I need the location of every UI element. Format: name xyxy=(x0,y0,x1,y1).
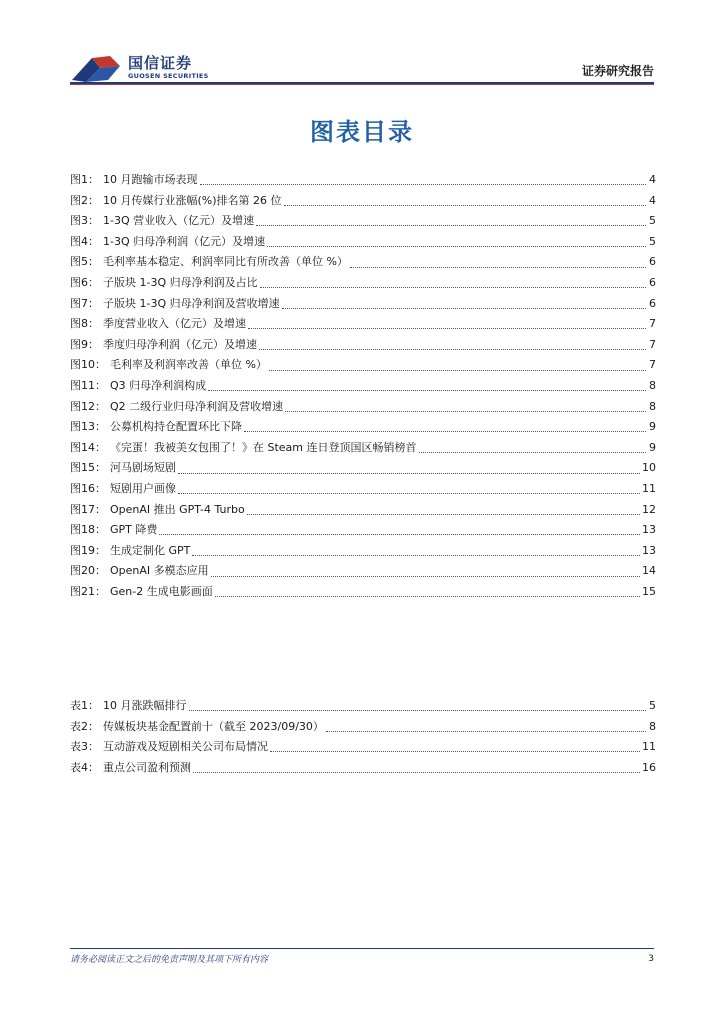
brand-name-cn: 国信证券 xyxy=(128,54,193,72)
toc-entry-label: 图2： xyxy=(70,193,99,207)
figure-list xyxy=(70,170,656,602)
figure-toc-row[interactable] xyxy=(70,479,656,500)
toc-entry-page: 11 xyxy=(642,481,656,495)
toc-entry-page: 10 xyxy=(642,461,656,475)
footer-page-number: 3 xyxy=(648,954,654,964)
figure-toc-row[interactable] xyxy=(70,314,656,335)
toc-entry-page: 5 xyxy=(649,699,656,712)
toc-entry-title: 10 月跑输市场表现 xyxy=(103,173,198,186)
figure-toc-row[interactable] xyxy=(70,355,656,376)
figure-toc-row[interactable] xyxy=(70,191,656,212)
toc-entry-label: 图12： xyxy=(70,399,106,413)
figure-toc-row[interactable] xyxy=(70,335,656,356)
toc-entry-page: 13 xyxy=(642,543,656,557)
table-toc-row[interactable] xyxy=(70,717,656,738)
toc-entry-title: GPT 降费 xyxy=(110,523,158,537)
figure-toc-row[interactable] xyxy=(70,232,656,253)
toc-entry-title: 子版块 1-3Q 归母净利润及占比 xyxy=(103,275,258,289)
toc-entry-label: 图20： xyxy=(70,564,106,578)
toc-entry-title: OpenAI 多模态应用 xyxy=(110,564,209,578)
figure-toc-row[interactable] xyxy=(70,397,656,418)
toc-entry-page: 6 xyxy=(649,275,656,289)
toc-dot-leader xyxy=(419,451,646,453)
footer-divider xyxy=(70,948,654,949)
toc-entry-title: 10 月涨跌幅排行 xyxy=(103,699,187,712)
toc-entry-page: 7 xyxy=(649,358,656,372)
toc-entry-label: 图19： xyxy=(70,543,106,557)
toc-entry-page: 8 xyxy=(649,399,656,413)
toc-entry-label: 图14： xyxy=(70,440,106,454)
toc-dot-leader xyxy=(269,369,646,371)
toc-entry-page: 7 xyxy=(649,317,656,331)
toc-entry-page: 14 xyxy=(642,564,656,578)
figure-toc-row[interactable] xyxy=(70,294,656,315)
toc-entry-label: 图17： xyxy=(70,502,106,516)
toc-dot-leader xyxy=(260,286,646,288)
toc-entry-page: 13 xyxy=(642,523,656,537)
toc-entry-page: 5 xyxy=(649,234,656,248)
toc-dot-leader xyxy=(200,183,647,185)
toc-entry-label: 图9： xyxy=(70,337,99,351)
toc-entry-label: 图6： xyxy=(70,275,99,289)
toc-entry-page: 9 xyxy=(649,420,656,434)
toc-entry-page: 8 xyxy=(649,378,656,392)
brand-name-en: GUOSEN SECURITIES xyxy=(128,72,209,80)
toc-entry-page: 6 xyxy=(649,255,656,269)
toc-entry-page: 11 xyxy=(642,740,656,754)
toc-entry-title: 公募机构持仓配置环比下降 xyxy=(110,420,242,434)
figure-toc-row[interactable] xyxy=(70,273,656,294)
toc-entry-label: 图1： xyxy=(70,173,99,186)
toc-entry-label: 表2： xyxy=(70,719,99,733)
toc-entry-label: 图8： xyxy=(70,317,99,331)
toc-dot-leader xyxy=(285,410,646,412)
figure-toc-row[interactable] xyxy=(70,520,656,541)
toc-entry-label: 图18： xyxy=(70,523,106,537)
toc-entry-page: 9 xyxy=(649,440,656,454)
toc-entry-label: 图21： xyxy=(70,584,106,598)
toc-dot-leader xyxy=(350,266,646,268)
toc-entry-title: 季度营业收入（亿元）及增速 xyxy=(103,317,246,331)
toc-dot-leader xyxy=(159,533,640,535)
toc-dot-leader xyxy=(284,204,646,206)
table-list xyxy=(70,696,656,778)
figure-toc-row[interactable] xyxy=(70,500,656,521)
toc-entry-title: 子版块 1-3Q 归母净利润及营收增速 xyxy=(103,296,280,310)
figure-toc-row[interactable] xyxy=(70,170,656,191)
toc-entry-label: 图15： xyxy=(70,461,106,475)
toc-dot-leader xyxy=(256,224,646,226)
toc-entry-label: 表3： xyxy=(70,740,99,754)
toc-entry-label: 图7： xyxy=(70,296,99,310)
toc-entry-title: 生成定制化 GPT xyxy=(110,543,191,557)
footer-disclaimer: 请务必阅读正文之后的免责声明及其项下所有内容 xyxy=(70,955,269,965)
toc-entry-title: Q2 二级行业归母净利润及营收增速 xyxy=(110,399,284,413)
toc-entry-label: 图13： xyxy=(70,420,106,434)
table-toc-row[interactable] xyxy=(70,737,656,758)
toc-dot-leader xyxy=(326,730,646,732)
table-toc-row[interactable] xyxy=(70,758,656,779)
figure-toc-row[interactable] xyxy=(70,541,656,562)
page-title: 图表目录 xyxy=(310,118,414,146)
toc-entry-title: 传媒板块基金配置前十（截至 2023/09/30） xyxy=(103,719,324,733)
toc-entry-label: 图5： xyxy=(70,255,99,269)
toc-dot-leader xyxy=(192,554,640,556)
toc-entry-title: 《完蛋！我被美女包围了！》在 Steam 连日登顶国区畅销榜首 xyxy=(110,440,417,454)
toc-dot-leader xyxy=(270,750,640,752)
toc-entry-page: 16 xyxy=(642,760,656,774)
toc-entry-page: 15 xyxy=(642,584,656,598)
toc-entry-page: 7 xyxy=(649,337,656,351)
toc-entry-title: 10 月传媒行业涨幅(%)排名第 26 位 xyxy=(103,193,282,207)
toc-dot-leader xyxy=(282,307,646,309)
toc-entry-page: 12 xyxy=(642,502,656,516)
toc-dot-leader xyxy=(244,430,646,432)
toc-entry-title: 1-3Q 营业收入（亿元）及增速 xyxy=(103,214,255,228)
toc-entry-label: 图16： xyxy=(70,481,106,495)
toc-dot-leader xyxy=(247,513,640,515)
report-type-label: 证券研究报告 xyxy=(581,64,654,78)
toc-dot-leader xyxy=(215,595,640,597)
toc-entry-title: 毛利率及利润率改善（单位 %） xyxy=(110,358,267,372)
toc-entry-page: 4 xyxy=(649,193,656,207)
table-toc-row[interactable] xyxy=(70,696,656,717)
toc-entry-title: 短剧用户画像 xyxy=(110,481,176,495)
toc-entry-label: 图3： xyxy=(70,214,99,228)
figure-toc-row[interactable] xyxy=(70,417,656,438)
toc-entry-page: 4 xyxy=(649,173,656,186)
toc-dot-leader xyxy=(248,327,646,329)
toc-entry-title: 1-3Q 归母净利润（亿元）及增速 xyxy=(103,234,266,248)
figure-toc-row[interactable] xyxy=(70,561,656,582)
toc-entry-page: 8 xyxy=(649,719,656,733)
toc-dot-leader xyxy=(211,575,640,577)
toc-entry-title: 河马剧场短剧 xyxy=(110,461,176,475)
toc-entry-page: 6 xyxy=(649,296,656,310)
guosen-logo-icon xyxy=(70,52,126,84)
toc-entry-title: 重点公司盈利预测 xyxy=(103,760,191,774)
toc-dot-leader xyxy=(208,389,646,391)
toc-entry-title: 季度归母净利润（亿元）及增速 xyxy=(103,337,257,351)
figure-toc-row[interactable] xyxy=(70,582,656,603)
toc-entry-title: Gen-2 生成电影画面 xyxy=(110,584,213,598)
figure-toc-row[interactable] xyxy=(70,438,656,459)
header-divider-accent xyxy=(70,84,654,85)
toc-dot-leader xyxy=(259,348,646,350)
figure-toc-row[interactable] xyxy=(70,252,656,273)
figure-toc-row[interactable] xyxy=(70,376,656,397)
toc-dot-leader xyxy=(178,492,640,494)
page-header xyxy=(0,0,724,90)
toc-dot-leader xyxy=(193,771,640,773)
figure-toc-row[interactable] xyxy=(70,458,656,479)
toc-dot-leader xyxy=(178,472,640,474)
toc-entry-label: 表1： xyxy=(70,699,99,712)
toc-entry-label: 图4： xyxy=(70,234,99,248)
toc-entry-title: 毛利率基本稳定、利润率同比有所改善（单位 %） xyxy=(103,255,348,269)
toc-entry-title: Q3 归母净利润构成 xyxy=(110,378,207,392)
figure-toc-row[interactable] xyxy=(70,211,656,232)
toc-dot-leader xyxy=(189,709,647,711)
toc-entry-title: 互动游戏及短剧相关公司布局情况 xyxy=(103,740,268,754)
toc-entry-label: 图10： xyxy=(70,358,106,372)
toc-entry-label: 图11： xyxy=(70,378,106,392)
toc-entry-page: 5 xyxy=(649,214,656,228)
toc-dot-leader xyxy=(267,245,646,247)
toc-entry-title: OpenAI 推出 GPT-4 Turbo xyxy=(110,502,245,516)
toc-entry-label: 表4： xyxy=(70,760,99,774)
